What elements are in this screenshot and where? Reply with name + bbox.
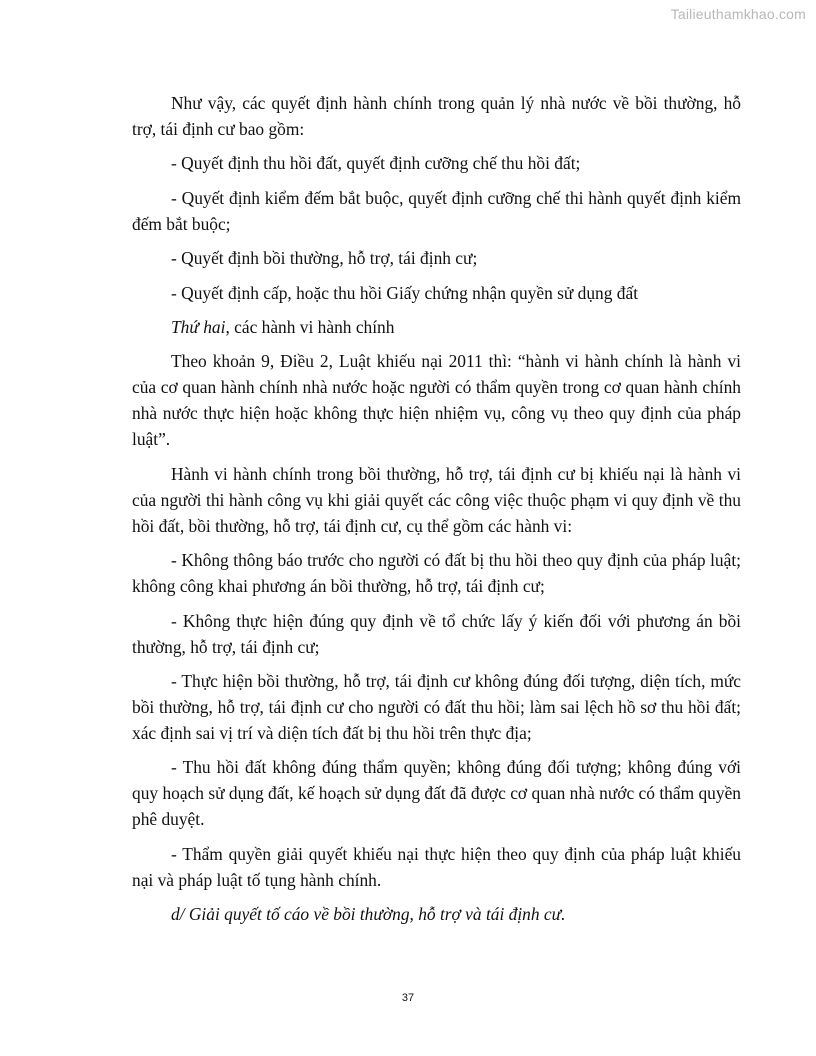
section-heading (132, 901, 741, 927)
list-item: - Thực hiện bồi thường, hỗ trợ, tái định cư không đúng đối tượng, diện tích, mức bồi thường, hỗ trợ, tái định cư cho người có đất thu hồi; làm sai lệch hồ sơ thu hồi đất; xác định sai vị trí và diện tích đất bị thu hồi trên thực địa; (132, 670, 741, 743)
list-item: - Thẩm quyền giải quyết khiếu nại thực hiện theo quy định của pháp luật khiếu nại và pháp luật tố tụng hành chính. (132, 843, 741, 890)
document-body (132, 90, 741, 927)
watermark: Tailieuthamkhao.com (670, 6, 806, 22)
paragraph-definition: Theo khoản 9, Điều 2, Luật khiếu nại 2011 thì: “hành vi hành chính là hành vi của cơ quan hành chính nhà nước hoặc người có thẩm quyền trong cơ quan hành chính nhà nước thực hiện hoặc không thực hiện nhiệm vụ, công vụ theo quy định của pháp luật”. (132, 351, 741, 450)
thu-hai-label: Thứ hai (171, 316, 226, 337)
list-item: - Không thực hiện đúng quy định về tổ chức lấy ý kiến đối với phương án bồi thường, hỗ trợ, tái định cư; (132, 610, 741, 657)
list-item: - Quyết định bồi thường, hỗ trợ, tái định cư; (171, 248, 478, 269)
list-item: - Quyết định thu hồi đất, quyết định cưỡng chế thu hồi đất; (171, 153, 581, 174)
paragraph-description: Hành vi hành chính trong bồi thường, hỗ trợ, tái định cư bị khiếu nại là hành vi của người thi hành công vụ khi giải quyết các công việc thuộc phạm vi quy định về thu hồi đất, bồi thường, hỗ trợ, tái định cư, cụ thể gồm các hành vi: (132, 463, 741, 536)
subheading-thu-hai (132, 314, 741, 340)
section-heading-text: d/ Giải quyết tố cáo về bồi thường, hỗ trợ và tái định cư. (171, 904, 566, 925)
list-item: - Quyết định kiểm đếm bắt buộc, quyết định cưỡng chế thi hành quyết định kiểm đếm bắt buộc; (132, 187, 741, 234)
list-item: - Không thông báo trước cho người có đất bị thu hồi theo quy định của pháp luật; không công khai phương án bồi thường, hỗ trợ, tái định cư; (132, 550, 741, 597)
thu-hai-text: , các hành vi hành chính (225, 316, 395, 337)
list-item: - Thu hồi đất không đúng thẩm quyền; không đúng đối tượng; không đúng với quy hoạch sử dụng đất, kế hoạch sử dụng đất đã được cơ quan nhà nước có thẩm quyền phê duyệt. (132, 757, 741, 830)
list-item: - Quyết định cấp, hoặc thu hồi Giấy chứng nhận quyền sử dụng đất (171, 282, 639, 303)
page-number: 37 (401, 992, 415, 1004)
paragraph-intro: Như vậy, các quyết định hành chính trong quản lý nhà nước về bồi thường, hỗ trợ, tái định cư bao gồm: (132, 93, 741, 139)
